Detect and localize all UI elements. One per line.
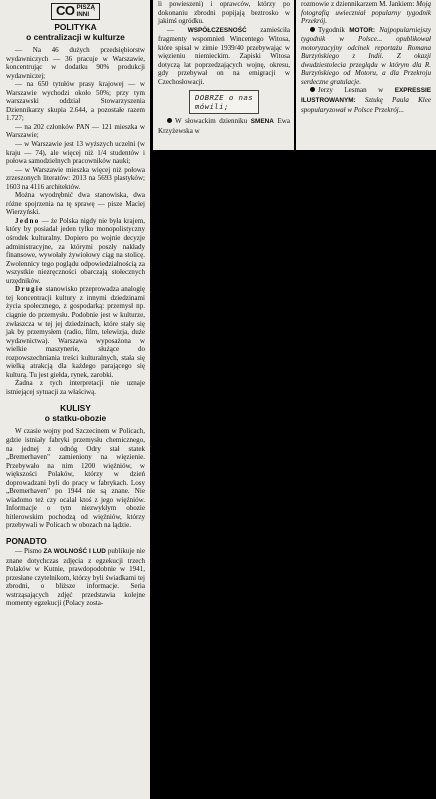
bullet-icon	[310, 27, 315, 32]
lesman-ital: Sztukę Paula Klee spopularyzował w Polsce Przekrój...	[301, 96, 431, 114]
lesman-paragraph	[301, 86, 431, 114]
logo-small-bottom: INNI	[76, 10, 90, 18]
lesman-caps: EXPRESSIE ILUSTROWANYM:	[301, 87, 431, 105]
motor-caps: MOTOR:	[349, 26, 376, 34]
stamp	[158, 90, 290, 114]
logo-big-text: CO	[55, 3, 75, 19]
politics-p2-lead: Drugie	[15, 285, 44, 294]
politics-subheading: o centralizacji w kulturze	[26, 32, 125, 42]
politics-bullet-4: — w Warszawie jest 13 wyższych uczelni (w kraju — 74), ale więcej niż 1/4 studentów i połowa samodzielnych pracowników nauki;	[6, 140, 145, 166]
ponadto-p1-pre: — Pismo	[15, 546, 44, 555]
politics-heading: POLITYKA	[54, 22, 97, 32]
logo-small-top: PISZĄ	[76, 4, 96, 11]
politics-bullet-3: — na 202 członków PAN — 121 mieszka w Warszawie;	[6, 122, 145, 140]
ponadto-p1-body: publikuje nie znane dotychczas zdjęcia z egzekucji trzech Polaków w Kutnie, prawdopodobnie w 1941, przesłane czytelnikom, którzy byli świadkami tej zbrodni, o bliższe informacje. Seria wstrząsających zdjęć przedstawia kolejne momenty egzekucji (Polacy zosta-	[6, 546, 145, 608]
col2-continuation: li powieszeni) i oprawców, którzy po dokonaniu zbrodni popijają beztrosko w jakimś ogródku.	[158, 0, 290, 26]
ponadto-p1-caps: ZA WOLNOŚĆ I LUD	[43, 547, 106, 555]
politics-bullet-2: — na 650 tytułów prasy krajowej — w Warszawie wychodzi około 50%; przy tym warszawski oddział Stowarzyszenia Dziennikarzy skupia 2.644, a pozostałe razem 1.727;	[6, 80, 145, 123]
politics-interpretations: Można wyodrębnić dwa stanowiska, dwa różne spojrzenia na tę sprawę — pisze Maciej Wierzyński.	[6, 191, 145, 217]
motor-pre: Tygodnik	[318, 25, 350, 34]
contemporary-caps: WSPÓŁCZESNOŚĆ	[187, 26, 247, 34]
motor-paragraph	[301, 26, 431, 87]
logo-small-text	[76, 5, 95, 18]
politics-paragraph-3: Żadna z tych interpretacji nie uznaje istniejącej sytuacji za właściwą.	[6, 379, 145, 396]
ponadto-paragraph-1	[6, 547, 145, 608]
bullet-icon	[310, 87, 315, 92]
politics-p2-body: stanowisko przeprowadza analogię tej koncentracji kultury z innymi dziedzinami życia społecznego, z gospodarką: przemysł np. ciągnie do przemysłu. Podobnie jest w kulturze, zwłaszcza w tej jej dziedzinach, które stały się jak by przemysłem (radio, film, telewizja, duże wydawnictwa). Warszawa wyposażona w wielkie maszynerie, służące do rozpowszechniania treści kulturalnych, stała się wielką atrakcją dla każdego parającego się kulturą. Tu jest giełda, rynek, zarobki.	[6, 285, 145, 379]
wings-subheading: o statku-obozie	[44, 413, 107, 424]
bullet-icon	[167, 118, 172, 123]
col3-cont-body: rozmowie z dziennikarzem M. Jankiem:	[301, 0, 417, 8]
col3-cont-ital: Moją fotografią uwieczniał popularny tygodnik Przekrój.	[301, 0, 431, 26]
politics-paragraph-2	[6, 285, 145, 379]
wings-paragraph-1: W czasie wojny pod Szczecinem w Policach, gdzie istniały fabryki przemysłu chemicznego, na jednej z odnóg Odry stał statek „Bremerhaven" zamieniony na więzienie. Przebywało na nim 1200 więźniów, w większości Polaków, którzy w dzień doprowadzani byli do pracy w fabrykach. Losy „Bremerhaven" po 1944 nie są znane. Nie wiadomo też czy ocalał ktoś z jego więźniów. Informacje o tym niezwykłym obozie hitlerowskim pochodzą od więźniów, którzy przebywali w Policach w obozach na lądzie.	[6, 427, 145, 530]
words-body: Ewa Krzyżewska w	[158, 117, 290, 136]
col3-continuation	[301, 0, 431, 26]
politics-bullet-5: — w Warszawie mieszka więcej niż połowa zrzeszonych literatów: 2013 na 5693 plastyków; 1603 na 4116 architektów.	[6, 165, 145, 191]
words-paragraph	[158, 117, 290, 135]
contemporary-body: zamieściła fragmenty wspomnień Wincentego Witosa, które spisał w zimie 1939/40 przebywając w więzieniu niemieckim. Zapiski Witosa dotyczą lat poprzedzających wojnę, okresu, gdy przebywał on na emigracji w Czechosłowacji.	[158, 25, 291, 86]
column-left	[0, 0, 150, 799]
words-caps: SMENA	[250, 118, 274, 126]
stamp-line-1: DOBRZE o nas	[194, 93, 254, 103]
column-logo	[6, 3, 145, 20]
motor-ital: Najpopularniejszy tygodnik w Polsce... opublikował motoryzacyjny odcinek reportażu Romana Burzyńskiego z Indii. Z okazji dwudziestolecia przeglądu w którym dla R. Burzyńskiego od Motoru, a dla Przekroju serdeczne gratulacje.	[301, 25, 431, 86]
column-middle	[153, 0, 294, 150]
column-right	[296, 0, 436, 150]
ponadto-heading: PONADTO	[6, 536, 47, 546]
column-logo-box	[51, 3, 100, 20]
contemporary-paragraph: — WSPÓŁCZESNOŚĆ zamieściła fragmenty wspomnień Wincentego Witosa, które spisał w zimie 1939/40 przebywając w więzieniu niemieckim. Zapiski Witosa dotyczą lat poprzedzających wojnę, okresu, gdy przebywał on na emigracji w Czechosłowacji.	[158, 25, 291, 86]
lesman-pre: Jerzy Lesman w	[318, 86, 395, 95]
wings-heading: KULISY	[60, 403, 91, 414]
politics-p1-body: — że Polska nigdy nie była krajem, który by posiadał jeden tylko monopolistyczny ośrodek kulturalny. Dopiero po wojnie decyzje administracyjne, za którymi poszły nakłady finansowe, wywołały żywiołowy ciąg na stolicę. Zwolennicy tego poglądu odpowiedzialnością za wszystkie niezręczności obarczają stołecznych urzędników.	[6, 216, 145, 285]
words-pre: W słowackim dzienniku	[175, 117, 251, 126]
stamp-box	[189, 90, 259, 114]
politics-paragraph-1	[6, 217, 145, 285]
stamp-line-2: mówili;	[194, 102, 229, 112]
politics-p1-lead: Jedno	[15, 216, 40, 225]
politics-bullet-1: — Na 46 dużych przedsiębiorstw wydawniczych — 36 pracuje w Warszawie, koncentrując w dodatku 90% produkcji wydawniczej;	[6, 46, 145, 80]
